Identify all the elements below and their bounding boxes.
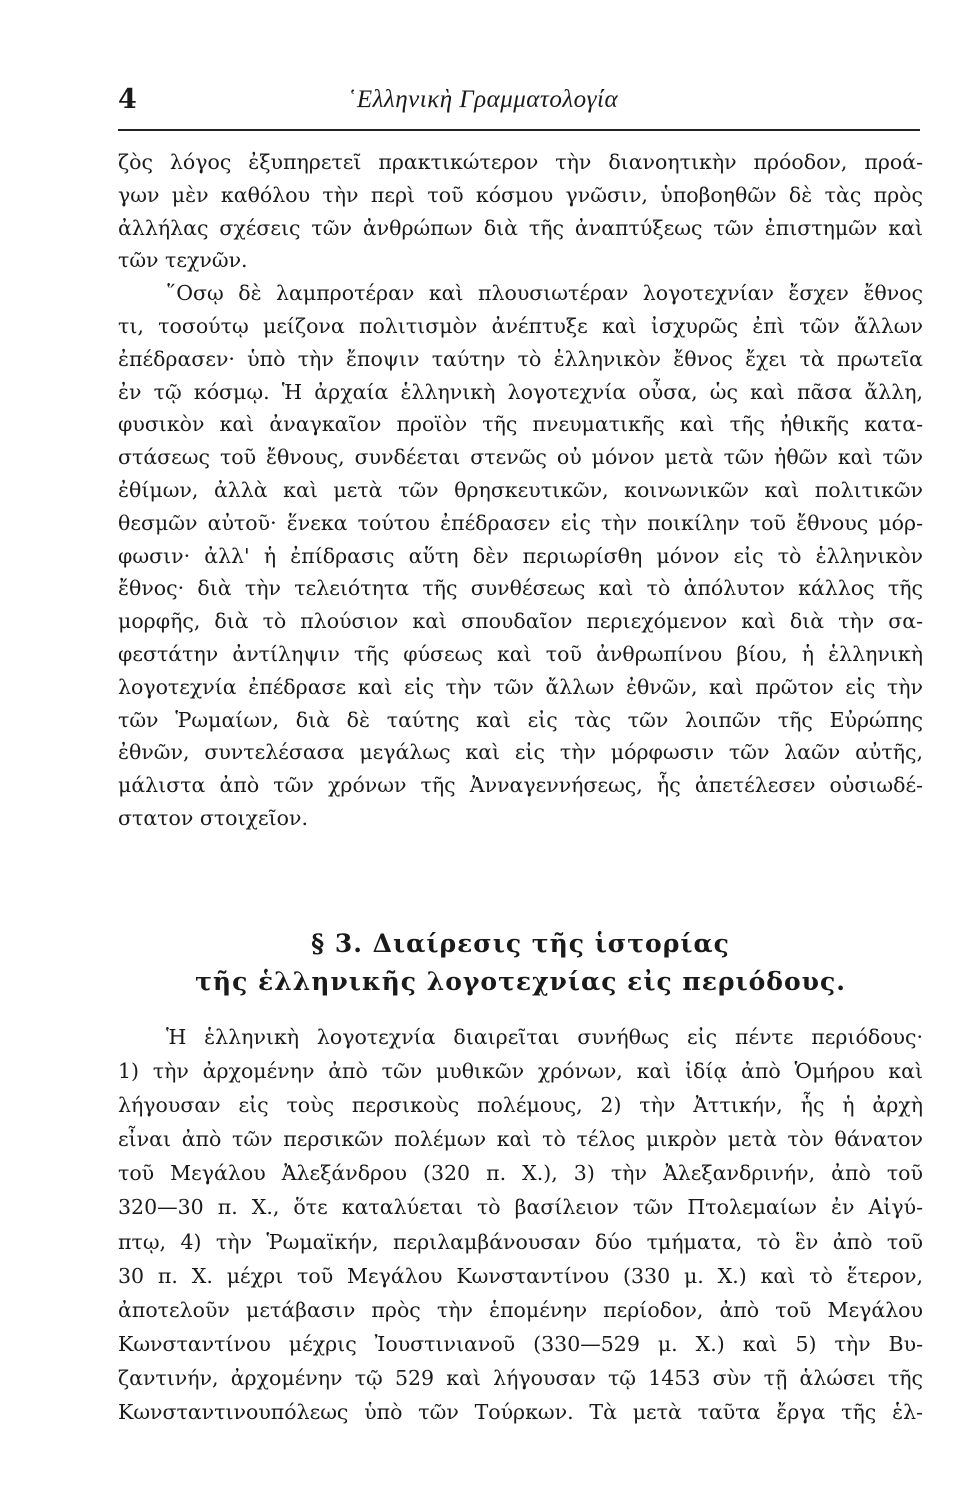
text-line: ἐθίμων, ἀλλὰ καὶ μετὰ τῶν θρησκευτικῶν, κοινωνικῶν καὶ πολιτικῶν [118,477,923,502]
text-line: γων μὲν καθόλου τὴν περὶ τοῦ κόσμου γνῶσιν, ὑποβοηθῶν δὲ τὰς πρὸς [118,182,923,207]
text-line: ἔθνος· διὰ τὴν τελειότητα τῆς συνθέσεως καὶ τὸ ἀπόλυτον κάλλος τῆς [118,576,923,601]
text-line: ἀποτελοῦν μετάβασιν πρὸς τὴν ἑπομένην περίοδον, ἀπὸ τοῦ Μεγάλου [118,1297,923,1322]
section-heading-line-2: τῆς ἑλληνικῆς λογοτεχνίας εἰς περιόδους. [195,967,846,996]
text-line: ἐπέδρασεν· ὑπὸ τὴν ἔποψιν ταύτην τὸ ἑλληνικὸν ἔθνος ἔχει τὰ πρωτεῖα [118,346,923,371]
text-line: Κωνσταντίνου μέχρις Ἰουστινιανοῦ (330—529 μ. Χ.) καὶ 5) τὴν Βυ- [118,1331,923,1356]
text-line: τῶν τεχνῶν. [118,248,248,273]
text-line: ἀλλήλας σχέσεις τῶν ἀνθρώπων διὰ τῆς ἀναπτύξεως τῶν ἐπιστημῶν καὶ [118,215,923,240]
text-line: τῶν Ῥωμαίων, διὰ δὲ ταύτης καὶ εἰς τὰς τῶν λοιπῶν τῆς Εὐρώπης [118,707,923,732]
text-line: μορφῆς, διὰ τὸ πλούσιον καὶ σπουδαῖον περιεχόμενον καὶ διὰ τὴν σα- [118,609,923,634]
text-line: φωσιν· ἀλλ' ἡ ἐπίδρασις αὕτη δὲν περιωρίσθη μόνον εἰς τὸ ἑλληνικὸν [118,543,923,568]
header-rule [118,129,920,131]
section-heading-line-1: § 3. Διαίρεσις τῆς ἱστορίας [311,929,730,958]
text-line: θεσμῶν αὐτοῦ· ἕνεκα τούτου ἐπέδρασεν εἰς τὴν ποικίλην τοῦ ἔθνους μόρ- [118,510,923,535]
text-line: λογοτεχνία ἐπέδρασε καὶ εἰς τὴν τῶν ἄλλων ἐθνῶν, καὶ πρῶτον εἰς τὴν [118,674,923,699]
text-line: φεστάτην ἀντίληψιν τῆς φύσεως καὶ τοῦ ἀνθρωπίνου βίου, ἡ ἑλληνικὴ [118,641,923,666]
text-line: ἐθνῶν, συντελέσασα μεγάλως καὶ εἰς τὴν μόρφωσιν τῶν λαῶν αὐτῆς, [118,740,923,765]
page-header [118,80,920,124]
section-text [118,1020,923,1429]
text-line: ζὸς λόγος ἐξυπηρετεῖ πρακτικώτερον τὴν διανοητικὴν πρόοδον, προά- [118,150,923,174]
text-line: στατον στοιχεῖον. [118,805,308,830]
text-line: τοῦ Μεγάλου Ἀλεξάνδρου (320 π. Χ.), 3) τὴν Ἀλεξανδρινήν, ἀπὸ τοῦ [118,1161,923,1186]
text-line: Κωνσταντινουπόλεως ὑπὸ τῶν Τούρκων. Τὰ μετὰ ταῦτα ἔργα τῆς ἑλ- [118,1400,923,1425]
text-line: Ἡ ἑλληνικὴ λογοτεχνία διαιρεῖται συνήθως εἰς πέντε περιόδους· [166,1025,923,1049]
text-line: εἶναι ἀπὸ τῶν περσικῶν πολέμων καὶ τὸ τέλος μικρὸν μετὰ τὸν θάνατον [118,1127,923,1152]
text-line: 30 π. Χ. μέχρι τοῦ Μεγάλου Κωνσταντίνου (330 μ. Χ.) καὶ τὸ ἕτερον, [118,1263,923,1288]
text-line: ῞Οσῳ δὲ λαμπροτέραν καὶ πλουσιωτέραν λογοτεχνίαν ἔσχεν ἔθνος [166,281,923,306]
page-number: 4 [118,84,137,115]
section-heading [118,926,923,1002]
text-line: πτῳ, 4) τὴν Ῥωμαϊκήν, περιλαμβάνουσαν δύο τμήματα, τὸ ἓν ἀπὸ τοῦ [118,1229,923,1254]
main-text [118,146,923,835]
text-line: στάσεως τοῦ ἔθνους, συνδέεται στενῶς οὐ μόνον μετὰ τῶν ἠθῶν καὶ τῶν [118,445,923,470]
running-title: ῾Ελληνικὴ Γραμματολογία [348,86,619,113]
text-line: τι, τοσούτῳ μείζονα πολιτισμὸν ἀνέπτυξε καὶ ἰσχυρῶς ἐπὶ τῶν ἄλλων [118,313,923,338]
text-line: 320—30 π. Χ., ὅτε καταλύεται τὸ βασίλειον τῶν Πτολεμαίων ἐν Αἰγύ- [118,1195,923,1220]
text-line: μάλιστα ἀπὸ τῶν χρόνων τῆς Ἀνναγεννήσεως, ἧς ἀπετέλεσεν οὐσιωδέ- [118,773,923,798]
text-line: φυσικὸν καὶ ἀναγκαῖον προϊὸν τῆς πνευματικῆς καὶ τῆς ἠθικῆς κατα- [118,412,923,437]
text-line: 1) τὴν ἀρχομένην ἀπὸ τῶν μυθικῶν χρόνων, καὶ ἰδίᾳ ἀπὸ Ὁμήρου καὶ [118,1059,923,1084]
text-line: ἐν τῷ κόσμῳ. Ἡ ἀρχαία ἑλληνικὴ λογοτεχνία οὖσα, ὡς καὶ πᾶσα ἄλλη, [118,379,923,404]
text-line: λήγουσαν εἰς τοὺς περσικοὺς πολέμους, 2) τὴν Ἀττικήν, ἧς ἡ ἀρχὴ [118,1093,923,1118]
text-line: ζαντινήν, ἀρχομένην τῷ 529 καὶ λήγουσαν τῷ 1453 σὺν τῇ ἁλώσει τῆς [118,1365,923,1390]
